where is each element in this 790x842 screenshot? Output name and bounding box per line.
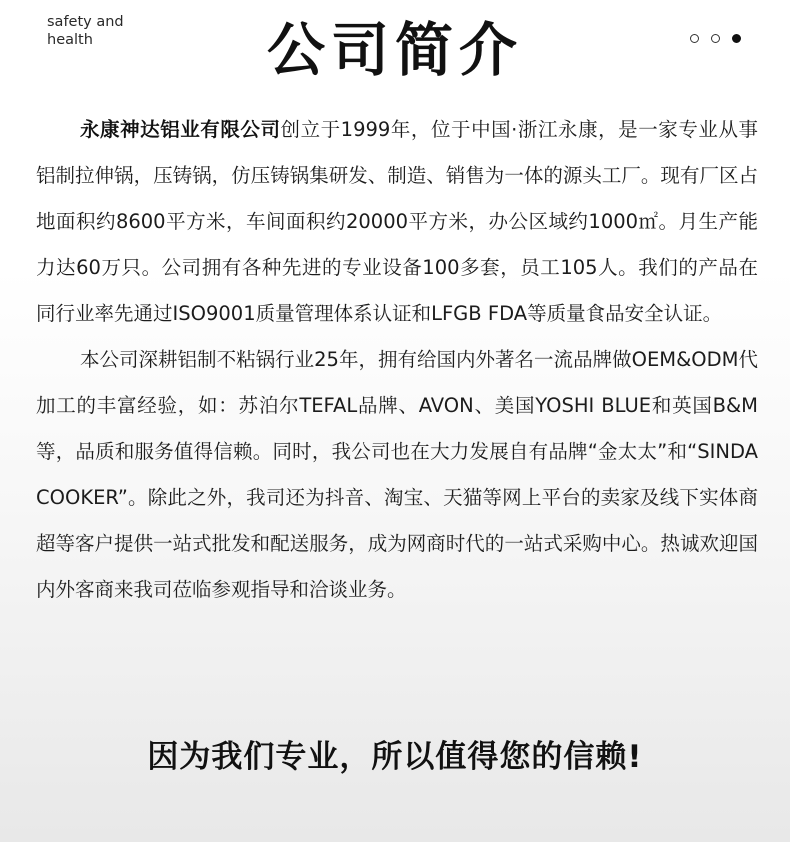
slogan: 因为我们专业，所以值得您的信赖! [147,739,643,775]
brand-line-1: safety and [47,14,124,30]
company-name: 永康神达铝业有限公司 [80,118,281,141]
pagination-dots [690,34,741,43]
pagination-dot-3-active[interactable] [732,34,741,43]
pagination-dot-1[interactable] [690,34,699,43]
intro-paragraph-1-text: 创立于1999年，位于中国·浙江永康，是一家专业从事铝制拉伸锅，压铸锅，仿压铸锅集研发、制造、销售为一体的源头工厂。现有厂区占地面积约8600平方米，车间面积约20000平方米，办公区域约1000㎡。月生产能力达60万只。公司拥有各种先进的专业设备100多套，员工105人。我们的产品在同行业率先通过ISO9001质量管理体系认证和LFGB FDA等质量食品安全认证。 [36,118,758,325]
pagination-dot-2[interactable] [711,34,720,43]
intro-paragraph-1 [36,107,758,337]
intro-paragraph-2: 本公司深耕铝制不粘锅行业25年，拥有给国内外著名一流品牌做OEM&ODM代加工的丰富经验，如：苏泊尔TEFAL品牌、AVON、美国YOSHI BLUE和英国B&M等，品质和服务值得信赖。同时，我公司也在大力发展自有品牌“金太太”和“SINDA COOKER”。除此之外，我司还为抖音、淘宝、天猫等网上平台的卖家及线下实体商超等客户提供一站式批发和配送服务，成为网商时代的一站式采购中心。热诚欢迎国内外客商来我司莅临参观指导和洽谈业务。 [36,348,758,601]
company-introduction [36,107,758,613]
brand-line-2: health [47,32,93,48]
page-title: 公司简介 [266,16,523,84]
header [0,0,790,100]
